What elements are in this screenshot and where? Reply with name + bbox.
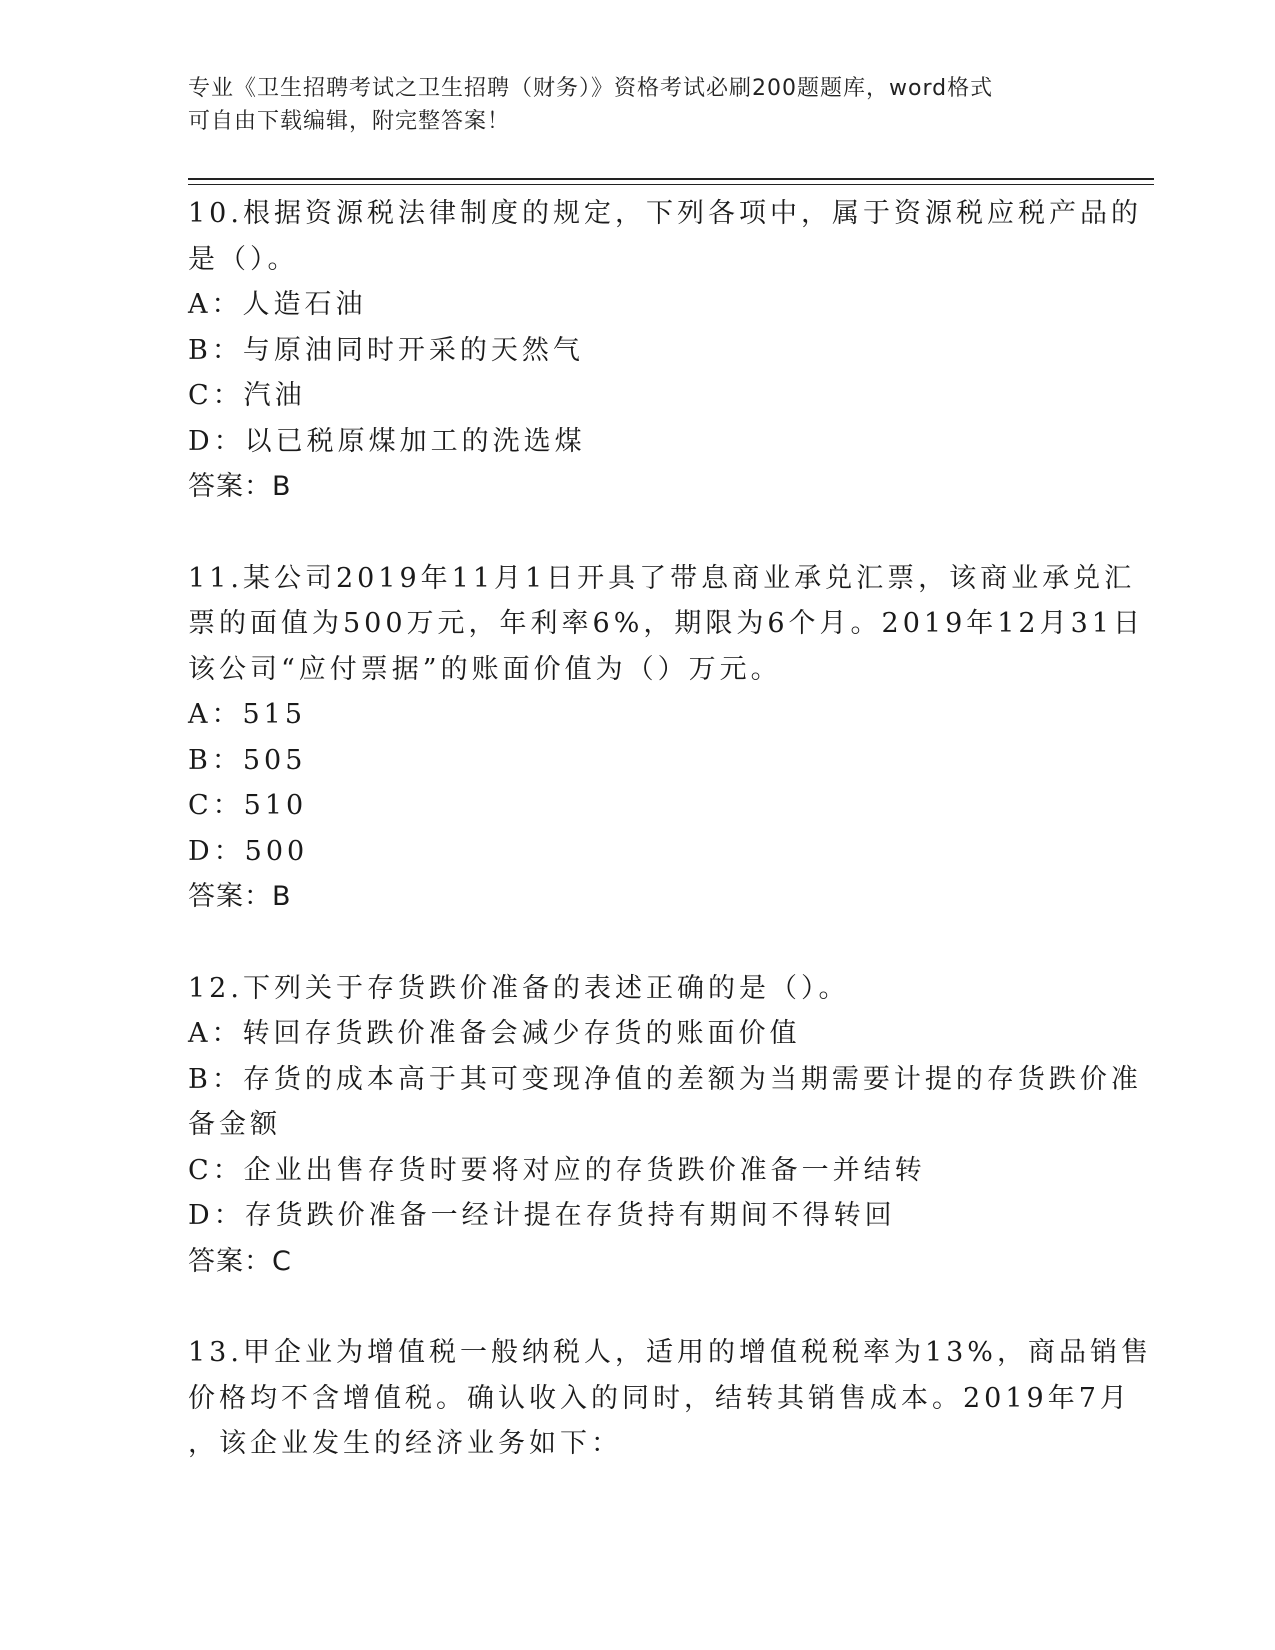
document-header <box>188 72 1068 138</box>
question-stem-line: 10.根据资源税法律制度的规定，下列各项中，属于资源税应税产品的 <box>188 198 1142 229</box>
header-line-1: 专业《卫生招聘考试之卫生招聘（财务）》资格考试必刷200题题库，word格式 <box>188 76 994 101</box>
question-stem-line: 价格均不含增值税。确认收入的同时，结转其销售成本。2019年7月 <box>188 1382 1131 1414</box>
answer-option-line: A：转回存货跌价准备会减少存货的账面价值 <box>188 1018 801 1049</box>
answer-key: 答案：B <box>188 881 292 912</box>
answer-option-line: D：500 <box>188 835 309 867</box>
question-stem-line: 12.下列关于存货跌价准备的表述正确的是（）。 <box>188 972 850 1004</box>
answer-option-line: D：存货跌价准备一经计提在存货持有期间不得转回 <box>188 1200 896 1231</box>
answer-option-line: C：企业出售存货时要将对应的存货跌价准备一并结转 <box>188 1154 926 1186</box>
header-divider-thin <box>188 184 1154 185</box>
question-stem-line: ，该企业发生的经济业务如下： <box>188 1428 622 1459</box>
question-block <box>188 191 1142 510</box>
question-stem-line: 该公司“应付票据”的账面价值为（）万元。 <box>188 653 782 685</box>
answer-option-line: A：515 <box>188 699 307 730</box>
answer-option-line: D：以已税原煤加工的洗选煤 <box>188 425 586 457</box>
question-block <box>188 556 1144 920</box>
answer-option-line: C：510 <box>188 790 308 821</box>
question-block <box>188 966 1142 1285</box>
answer-option-line: B：与原油同时开采的天然气 <box>188 334 584 366</box>
question-stem-line: 13.甲企业为增值税一般纳税人，适用的增值税税率为13%，商品销售 <box>188 1337 1152 1368</box>
answer-key: 答案：B <box>188 471 292 502</box>
question-stem-line: 票的面值为500万元，年利率6%，期限为6个月。2019年12月31日 <box>188 608 1144 639</box>
question-stem-line: 是（）。 <box>188 243 299 275</box>
header-divider-thick <box>188 178 1154 180</box>
answer-option-line: B：505 <box>188 744 307 776</box>
answer-option-line: B：存货的成本高于其可变现净值的差额为当期需要计提的存货跌价准 <box>188 1063 1142 1095</box>
answer-option-line: 备金额 <box>188 1109 281 1140</box>
answer-key: 答案：C <box>188 1245 292 1277</box>
header-line-2: 可自由下载编辑，附完整答案！ <box>188 109 511 134</box>
answer-option-line: C：汽油 <box>188 380 306 411</box>
question-list <box>188 191 1152 1513</box>
question-block <box>188 1330 1152 1467</box>
answer-option-line: A：人造石油 <box>188 289 367 320</box>
question-stem-line: 11.某公司2019年11月1日开具了带息商业承兑汇票，该商业承兑汇 <box>188 562 1136 594</box>
